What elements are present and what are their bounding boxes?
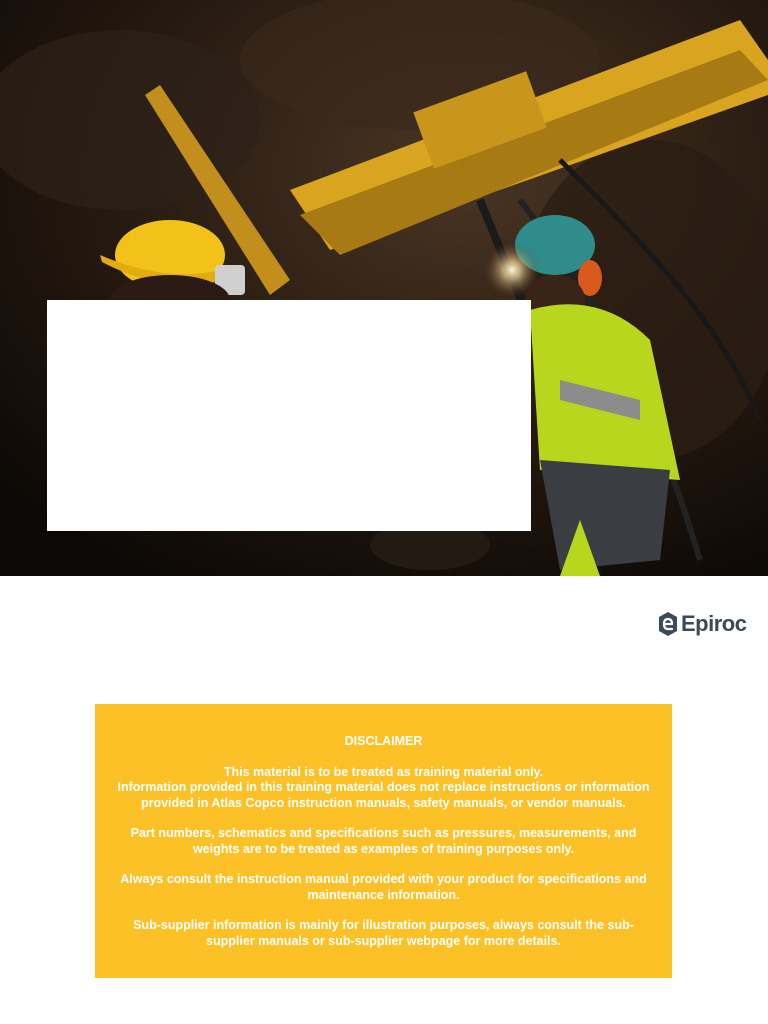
- logo-wordmark: Epiroc: [681, 611, 747, 636]
- disclaimer-paragraph-training: [95, 765, 672, 812]
- disclaimer-title: DISCLAIMER: [344, 734, 423, 748]
- disclaimer-paragraph-examples: [95, 826, 672, 857]
- title-placeholder-box: [47, 300, 531, 531]
- disclaimer-line: Information provided in this training material does not replace instructions or information provided in Atlas Copco instruction manuals, safety manuals, or vendor manuals.: [117, 780, 650, 810]
- epiroc-e-logo-icon: [658, 611, 678, 637]
- disclaimer-box: [95, 704, 672, 978]
- epiroc-logo: [658, 610, 746, 638]
- disclaimer-line: Sub-supplier information is mainly for illustration purposes, always consult the sub-supplier manuals or sub-supplier webpage for more details.: [133, 918, 634, 948]
- disclaimer-line: Part numbers, schematics and specifications such as pressures, measurements, and weights are to be treated as examples of training purposes only.: [130, 826, 637, 856]
- disclaimer-paragraph-sub-supplier: [95, 918, 672, 949]
- disclaimer-line: Always consult the instruction manual provided with your product for specifications and maintenance information.: [120, 872, 647, 902]
- disclaimer-paragraph-consult-manual: [95, 872, 672, 903]
- disclaimer-line: This material is to be treated as training material only.: [223, 764, 544, 779]
